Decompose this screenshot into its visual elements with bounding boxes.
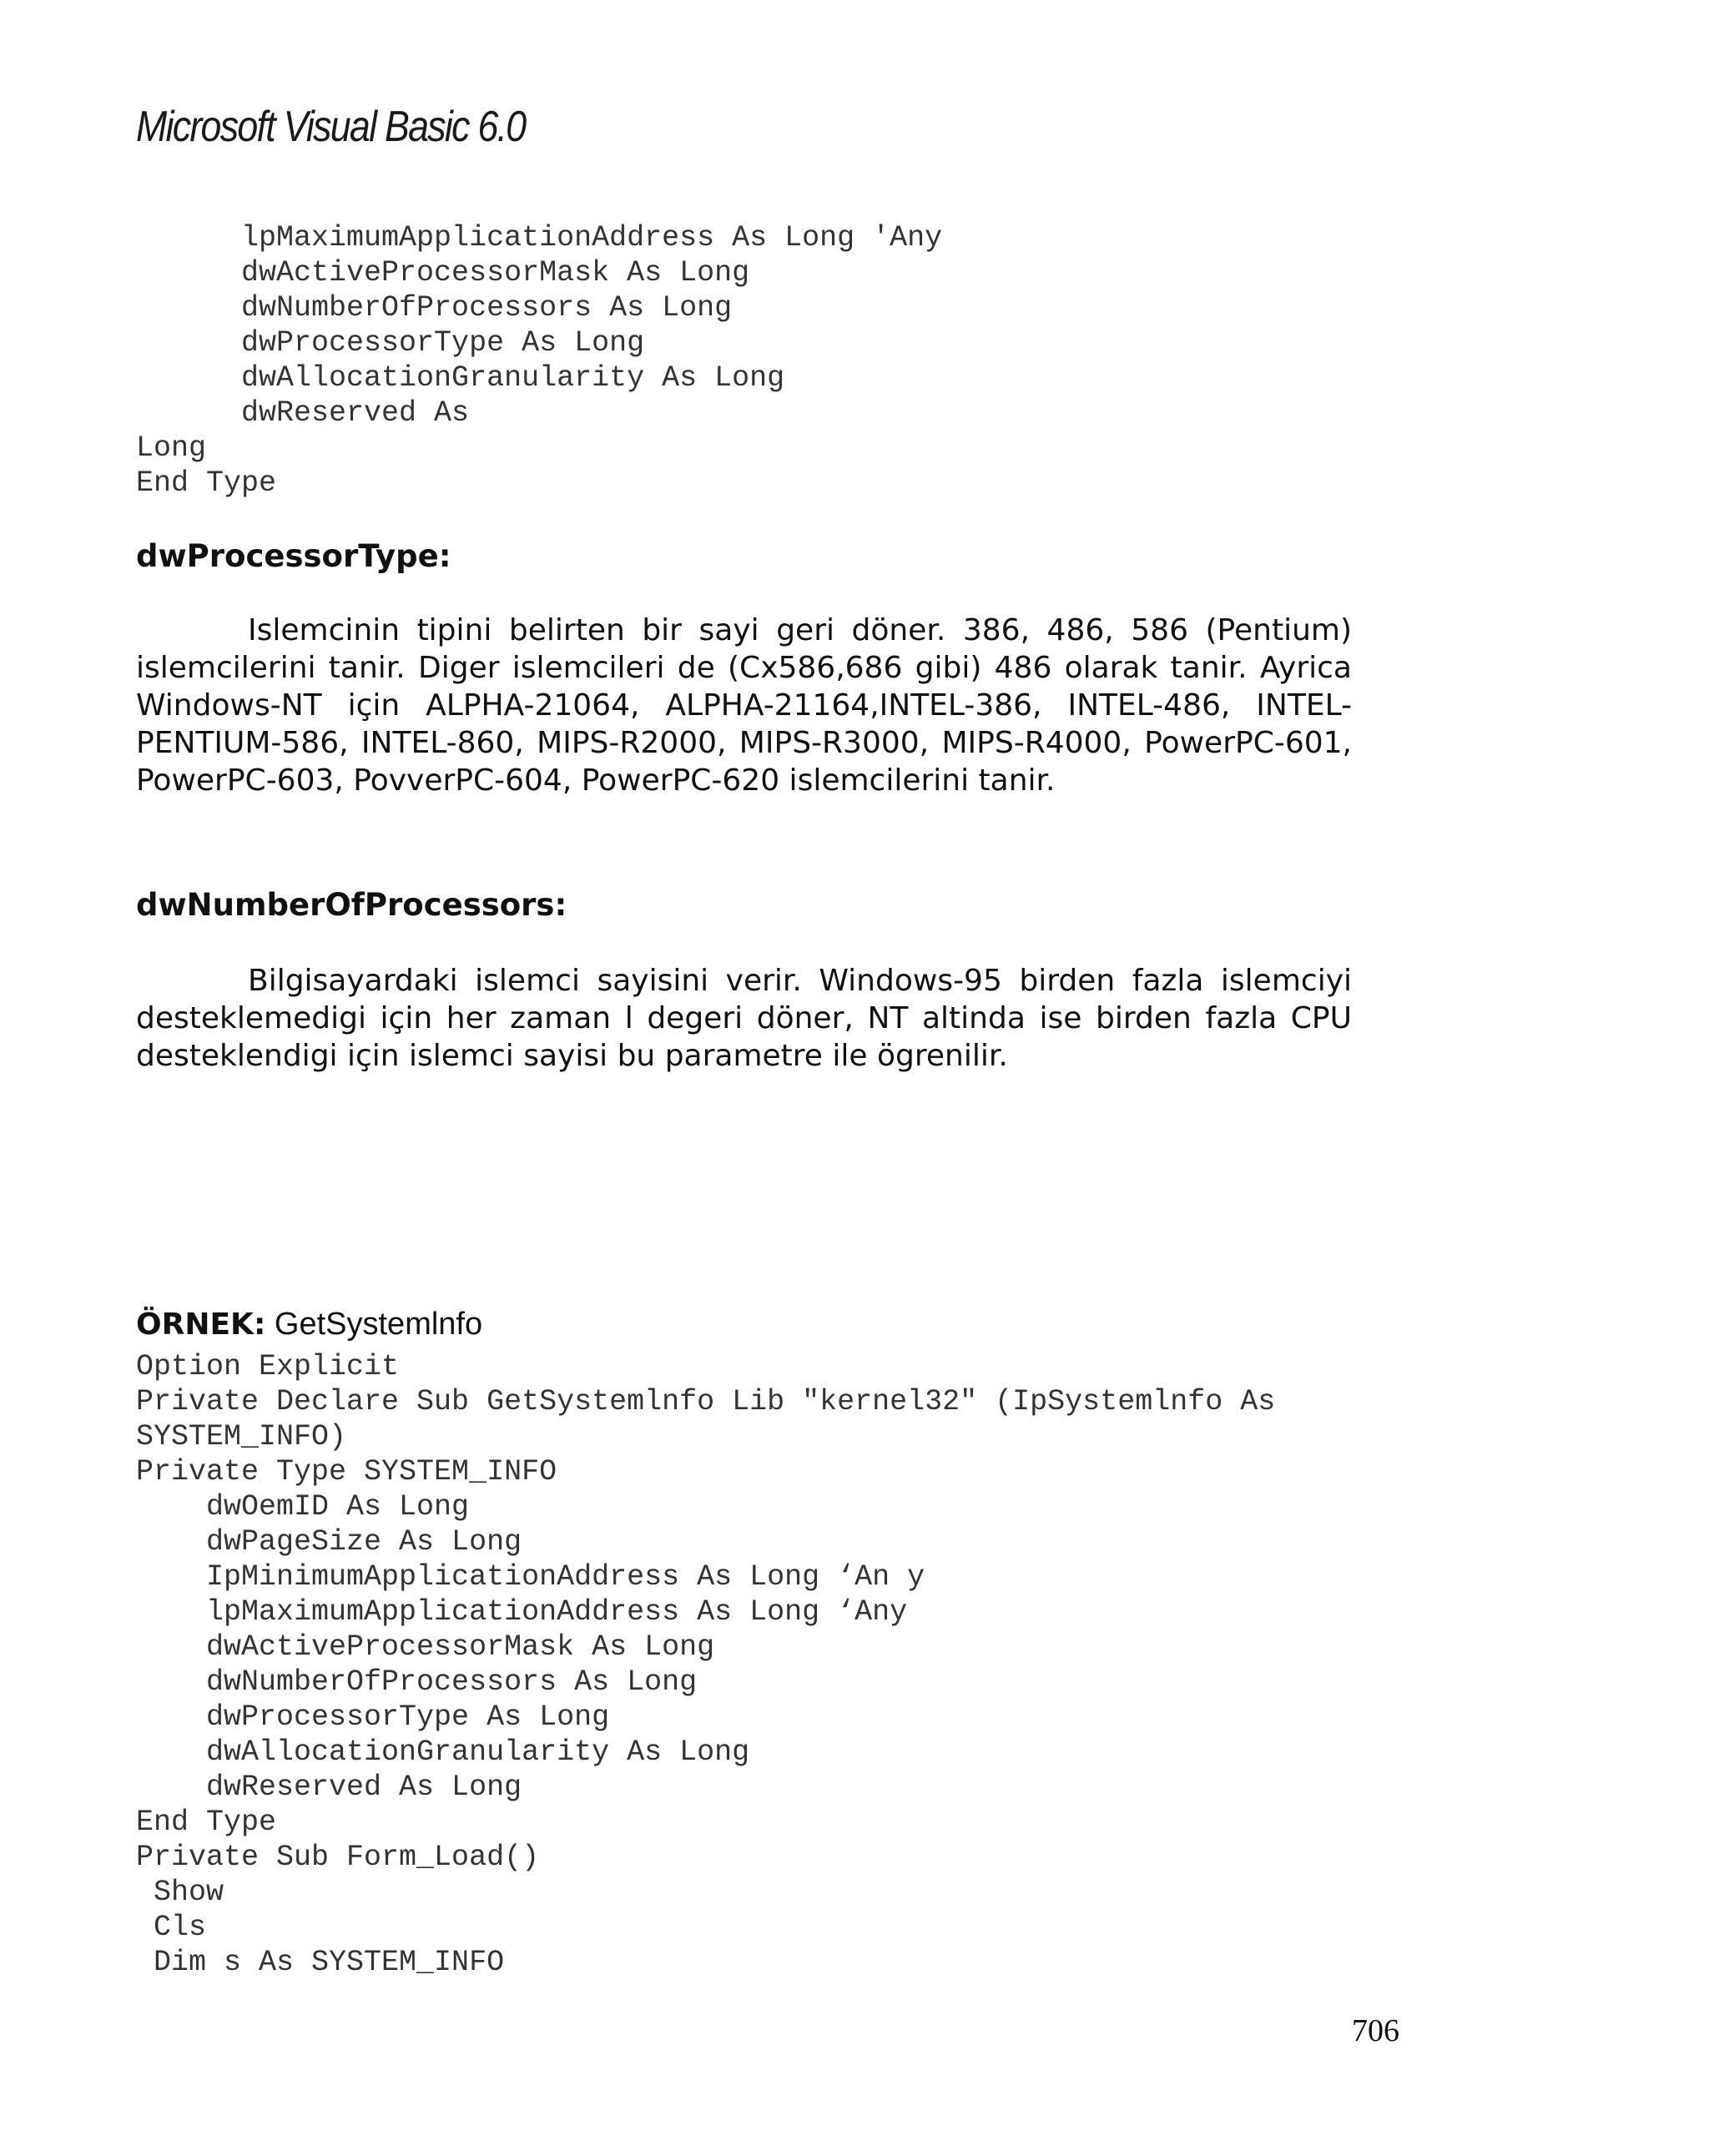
- code-line: dwReserved As: [136, 396, 470, 430]
- code-line: Dim s As SYSTEM_INFO: [136, 1946, 505, 1979]
- code-line: dwAllocationGranularity As Long: [136, 1735, 750, 1769]
- page-header: Microsoft Visual Basic 6.0: [136, 103, 526, 151]
- code-line: dwNumberOfProcessors As Long: [136, 291, 733, 325]
- code-line: lpMaximumApplicationAddress As Long 'Any: [136, 221, 943, 254]
- code-block-top: [136, 220, 942, 501]
- section-heading-number-of-processors: dwNumberOfProcessors:: [136, 887, 567, 923]
- code-line: SYSTEM_INFO): [136, 1420, 347, 1453]
- code-line: dwReserved As Long: [136, 1771, 522, 1804]
- paragraph-number-of-processors: Bilgisayardaki islemci sayisini verir. Windows-95 birden fazla islemciyi desteklemedigi için her zaman l degeri döner, NT altinda ise birden fazla CPU desteklendigi için islemci sayisi bu parametre ile ögrenilir.: [136, 964, 1352, 1073]
- code-line: Private Sub Form_Load(): [136, 1841, 540, 1874]
- code-line: End Type: [136, 466, 277, 500]
- code-line: IpMinimumApplicationAddress As Long ‘An y: [136, 1560, 925, 1594]
- code-line: lpMaximumApplicationAddress As Long ‘Any: [136, 1595, 908, 1629]
- code-line: Private Declare Sub GetSystemlnfo Lib "kernel32" (IpSystemlnfo As: [136, 1385, 1276, 1418]
- code-line: dwActiveProcessorMask As Long: [136, 256, 750, 290]
- code-line: Cls: [136, 1911, 207, 1944]
- section-heading-processor-type: dwProcessorType:: [136, 538, 451, 574]
- page-number: 706: [1352, 2013, 1399, 2048]
- code-line: dwPageSize As Long: [136, 1525, 522, 1559]
- code-line: Long: [136, 431, 207, 465]
- code-line: dwAllocationGranularity As Long: [136, 361, 785, 395]
- paragraph-processor-type: Islemcinin tipini belirten bir sayi geri döner. 386, 486, 586 (Pentium) islemcilerini tanir. Diger islemcileri de (Cx586,686 gibi) 486 olarak tanir. Ayrica Windows-NT için ALPHA-21064, ALPHA-21164,INTEL-386, INTEL-486, INTEL-PENTIUM-586, INTEL-860, MIPS-R2000, MIPS-R3000, MIPS-R4000, PowerPC-601, PowerPC-603, PovverPC-604, PowerPC-620 islemcilerini tanir.: [136, 613, 1352, 798]
- example-title: GetSystemlnfo: [274, 1307, 483, 1342]
- code-line: dwProcessorType As Long: [136, 1700, 610, 1734]
- code-line: Option Explicit: [136, 1350, 400, 1383]
- code-line: dwOemID As Long: [136, 1490, 470, 1524]
- code-line: Private Type SYSTEM_INFO: [136, 1455, 557, 1489]
- code-line: End Type: [136, 1806, 277, 1839]
- example-heading: [136, 1307, 482, 1342]
- example-label: ÖRNEK:: [136, 1307, 266, 1342]
- code-block-example: [136, 1349, 1275, 1980]
- code-line: dwProcessorType As Long: [136, 326, 645, 360]
- code-line: dwActiveProcessorMask As Long: [136, 1630, 715, 1664]
- code-line: Show: [136, 1876, 224, 1909]
- code-line: dwNumberOfProcessors As Long: [136, 1665, 698, 1699]
